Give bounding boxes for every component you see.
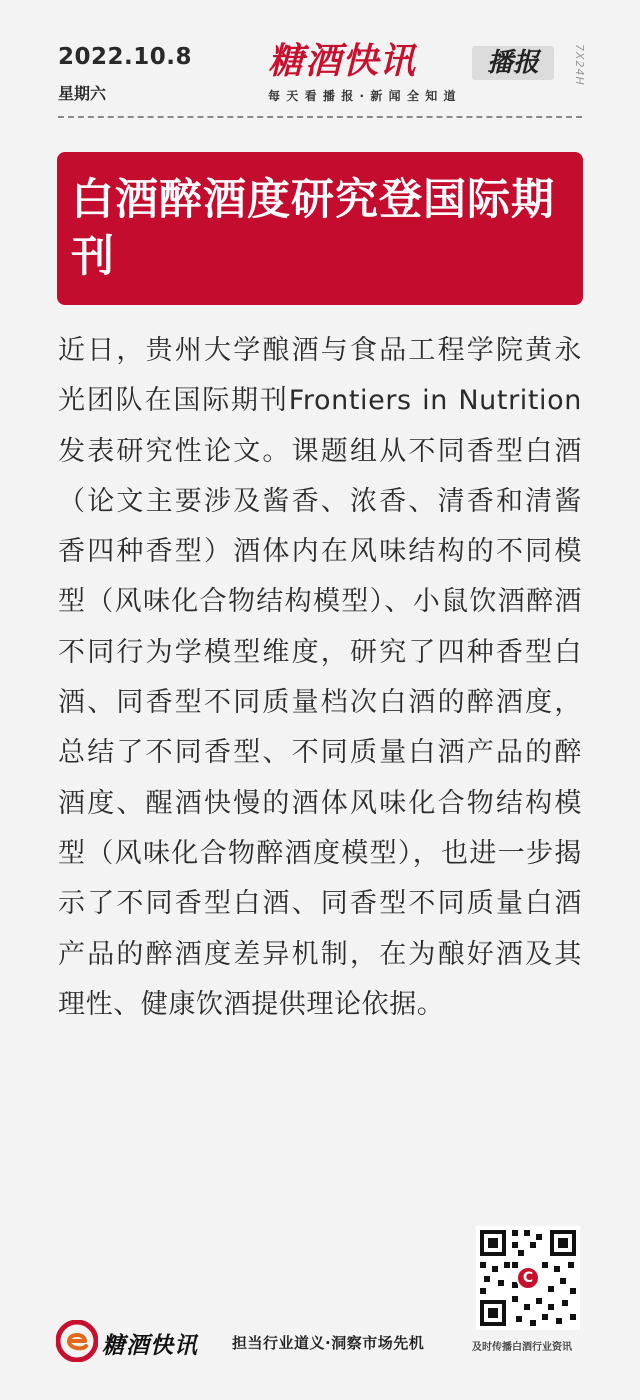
article-body: 近日，贵州大学酿酒与食品工程学院黄永光团队在国际期刊Frontiers in Nutrition发表研究性论文。课题组从不同香型白酒（论文主要涉及酱香、浓香、清香和清酱香四种香型）酒体内在风味结构的不同模型（风味化合物结构模型）、小鼠饮酒醉酒不同行为学模型维度，研究了四种香型白酒、同香型不同质量档次白酒的醉酒度，总结了不同香型、不同质量白酒产品的醉酒度、醒酒快慢的酒体风味化合物结构模型（风味化合物醉酒度模型），也进一步揭示了不同香型白酒、同香型不同质量白酒产品的醉酒度差异机制，在为酿好酒及其理性、健康饮酒提供理论依据。 (58, 335, 582, 1020)
date-label: 2022.10.8 (58, 44, 192, 70)
headline-banner (57, 152, 583, 305)
headline-title: 白酒醉酒度研究登国际期刊 (71, 175, 555, 282)
brand-e-logo-icon (56, 1320, 98, 1362)
vertical-tag: 7X24H (573, 44, 586, 86)
dashed-divider (58, 116, 582, 118)
footer-note: 及时传播白酒行业资讯 (472, 1342, 572, 1353)
qr-center-badge: C (516, 1266, 540, 1290)
footer-slogan: 担当行业道义·洞察市场先机 (232, 1334, 425, 1352)
footer-logo (56, 1320, 98, 1362)
footer-brand-name: 糖酒快讯 (102, 1333, 198, 1359)
qr-code (476, 1226, 580, 1330)
brand-slogan: 每天看播报·新闻全知道 (268, 89, 462, 103)
brand-badge: 播报 (472, 46, 554, 80)
brand-logo (268, 40, 568, 104)
weekday-label: 星期六 (58, 84, 107, 103)
page-header (0, 0, 640, 120)
brand-name: 糖酒快讯 (268, 41, 417, 82)
